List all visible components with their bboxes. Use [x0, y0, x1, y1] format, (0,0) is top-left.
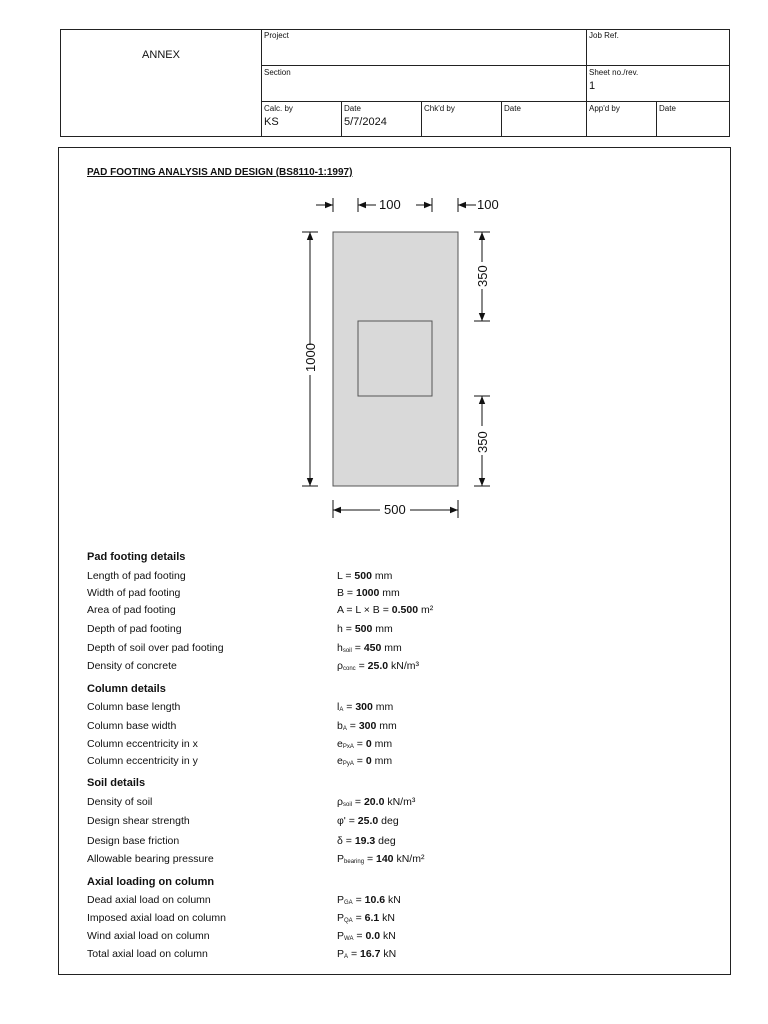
depth-number: 500 — [354, 623, 373, 635]
eccentricity-y-number: 0 — [365, 755, 372, 767]
bearing-pressure-unit: kN/m² — [393, 853, 425, 865]
soil-density-equals: = — [352, 796, 364, 808]
soil-depth-label: Depth of soil over pad footing — [87, 642, 224, 654]
length-label: Length of pad footing — [87, 570, 186, 582]
concrete-density-symbol: ρ — [337, 660, 343, 672]
calcby-label: Calc. by — [264, 104, 293, 113]
column-length-equals: = — [343, 701, 356, 713]
top-dimension-left — [316, 198, 376, 212]
imposed-load-equals: = — [352, 912, 365, 924]
column-width-subscript: A — [342, 726, 347, 732]
project-label: Project — [264, 31, 289, 40]
eccentricity-x-symbol: e — [337, 738, 343, 750]
chkd-label: Chk'd by — [424, 104, 455, 113]
total-load-subscript: A — [344, 954, 349, 960]
soil-density-unit: kN/m³ — [384, 796, 416, 808]
dim-bottom: 350 — [475, 431, 490, 453]
eccentricity-x-subscript: PxA — [342, 744, 354, 750]
column-width-unit: mm — [376, 720, 397, 732]
length-number: 500 — [354, 570, 372, 582]
area-label: Area of pad footing — [87, 604, 176, 616]
soil-density-number: 20.0 — [363, 796, 385, 808]
column-length-subscript: A — [339, 707, 344, 713]
shear-strength-label: Design shear strength — [87, 815, 190, 827]
base-friction-value — [337, 835, 396, 847]
soil-density-value — [337, 796, 415, 808]
dim-right-offset: 100 — [477, 197, 499, 212]
eccentricity-y-subscript: PyA — [342, 761, 354, 767]
shear-strength-symbol: φ' = — [337, 815, 358, 827]
column-length-number: 300 — [355, 701, 373, 713]
section-column-heading: Column details — [87, 683, 166, 695]
dead-load-subscript: GA — [344, 900, 353, 906]
appd-label: App'd by — [589, 104, 620, 113]
pad-footing-rect — [333, 232, 458, 486]
shear-strength-unit: deg — [378, 815, 399, 827]
soil-depth-subscript: soil — [342, 648, 352, 654]
dim-top: 350 — [475, 265, 490, 287]
eccentricity-y-label: Column eccentricity in y — [87, 755, 198, 767]
section-soil-heading: Soil details — [87, 777, 146, 789]
wind-load-number: 0.0 — [365, 930, 381, 942]
dead-load-unit: kN — [385, 894, 401, 906]
soil-depth-number: 450 — [363, 642, 382, 654]
total-load-unit: kN — [380, 948, 397, 960]
date2-label: Date — [504, 104, 521, 113]
base-friction-symbol: δ = — [337, 835, 355, 847]
wind-load-symbol: P — [337, 930, 345, 942]
imposed-load-symbol: P — [337, 912, 345, 924]
area-unit: m² — [418, 604, 434, 616]
width-number: 1000 — [355, 587, 380, 599]
wind-load-label: Wind axial load on column — [87, 930, 210, 942]
dead-load-equals: = — [352, 894, 365, 906]
depth-label: Depth of pad footing — [87, 623, 182, 635]
column-width-value — [337, 720, 397, 732]
column-width-equals: = — [346, 720, 359, 732]
sheet-label: Sheet no./rev. — [589, 68, 639, 77]
bearing-pressure-symbol: P — [337, 853, 345, 865]
column-length-symbol: l — [337, 701, 340, 713]
area-symbol: A = L × B = — [337, 604, 392, 616]
concrete-density-subscript: conc — [342, 666, 356, 672]
soil-density-subscript: soil — [342, 802, 352, 808]
shear-strength-value — [337, 815, 399, 827]
calcby-value: KS — [264, 116, 279, 128]
width-value — [337, 587, 400, 599]
total-load-value — [337, 948, 396, 960]
soil-density-symbol: ρ — [337, 796, 343, 808]
eccentricity-y-symbol: e — [337, 755, 343, 767]
date-label: Date — [344, 104, 361, 113]
date3-label: Date — [659, 104, 676, 113]
dead-load-label: Dead axial load on column — [87, 894, 211, 906]
eccentricity-y-unit: mm — [371, 755, 393, 767]
bearing-pressure-subscript: bearing — [344, 859, 365, 865]
dead-load-number: 10.6 — [364, 894, 386, 906]
jobref-label: Job Ref. — [589, 31, 619, 40]
imposed-load-unit: kN — [379, 912, 396, 924]
imposed-load-value — [337, 912, 395, 924]
eccentricity-x-unit: mm — [371, 738, 393, 750]
base-friction-number: 19.3 — [354, 835, 376, 847]
depth-value — [337, 623, 393, 635]
dim-width: 500 — [384, 502, 406, 517]
column-length-unit: mm — [372, 701, 394, 713]
width-symbol: B = — [337, 587, 356, 599]
wind-load-value — [337, 930, 396, 942]
eccentricity-x-label: Column eccentricity in x — [87, 738, 198, 750]
base-friction-label: Design base friction — [87, 835, 180, 847]
depth-symbol: h = — [337, 623, 355, 635]
soil-depth-symbol: h — [337, 642, 343, 654]
column-width-symbol: b — [337, 720, 343, 732]
soil-depth-equals: = — [351, 642, 364, 654]
dim-length: 1000 — [303, 343, 318, 372]
section-axial-heading: Axial loading on column — [87, 876, 215, 888]
page-title: PAD FOOTING ANALYSIS AND DESIGN (BS8110-1:1997) — [87, 167, 353, 178]
column-width-label: Column base width — [87, 720, 177, 732]
concrete-density-equals: = — [355, 660, 368, 672]
dim-left-offset: 100 — [379, 197, 401, 212]
wind-load-subscript: WA — [344, 936, 354, 942]
total-load-label: Total axial load on column — [87, 948, 208, 960]
concrete-density-label: Density of concrete — [87, 660, 177, 672]
dead-load-value — [337, 894, 401, 906]
concrete-density-value — [337, 660, 419, 672]
soil-depth-unit: mm — [381, 642, 402, 654]
imposed-load-number: 6.1 — [364, 912, 380, 924]
column-length-value — [337, 701, 393, 713]
bearing-pressure-number: 140 — [376, 853, 394, 865]
wind-load-equals: = — [353, 930, 366, 942]
date-value: 5/7/2024 — [344, 116, 387, 128]
top-dimension-right — [416, 198, 476, 212]
column-width-number: 300 — [358, 720, 377, 732]
section-pad-heading: Pad footing details — [87, 551, 186, 563]
concrete-density-number: 25.0 — [367, 660, 389, 672]
depth-unit: mm — [372, 623, 393, 635]
length-value — [337, 570, 392, 582]
total-load-number: 16.7 — [360, 948, 381, 960]
length-symbol: L = — [337, 570, 355, 582]
eccentricity-x-equals: = — [353, 738, 366, 750]
base-friction-unit: deg — [375, 835, 396, 847]
annex-label: ANNEX — [142, 49, 180, 61]
column-length-label: Column base length — [87, 701, 181, 713]
eccentricity-x-number: 0 — [365, 738, 372, 750]
bearing-pressure-value — [337, 853, 424, 865]
imposed-load-label: Imposed axial load on column — [87, 912, 226, 924]
imposed-load-subscript: QA — [344, 918, 353, 924]
width-unit: mm — [379, 587, 400, 599]
length-unit: mm — [371, 570, 393, 582]
bearing-pressure-equals: = — [364, 853, 376, 865]
dead-load-symbol: P — [337, 894, 345, 906]
eccentricity-x-value — [337, 738, 392, 750]
area-number: 0.500 — [391, 604, 419, 616]
soil-density-label: Density of soil — [87, 796, 153, 808]
total-load-symbol: P — [337, 948, 345, 960]
soil-depth-value — [337, 642, 402, 654]
eccentricity-y-equals: = — [353, 755, 366, 767]
concrete-density-unit: kN/m³ — [388, 660, 419, 672]
sheet-value: 1 — [589, 80, 596, 92]
wind-load-unit: kN — [380, 930, 396, 942]
area-value — [337, 604, 433, 616]
section-label: Section — [264, 68, 291, 77]
total-load-equals: = — [348, 948, 360, 960]
shear-strength-number: 25.0 — [357, 815, 379, 827]
bearing-pressure-label: Allowable bearing pressure — [87, 853, 214, 865]
width-label: Width of pad footing — [87, 587, 181, 599]
eccentricity-y-value — [337, 755, 392, 767]
